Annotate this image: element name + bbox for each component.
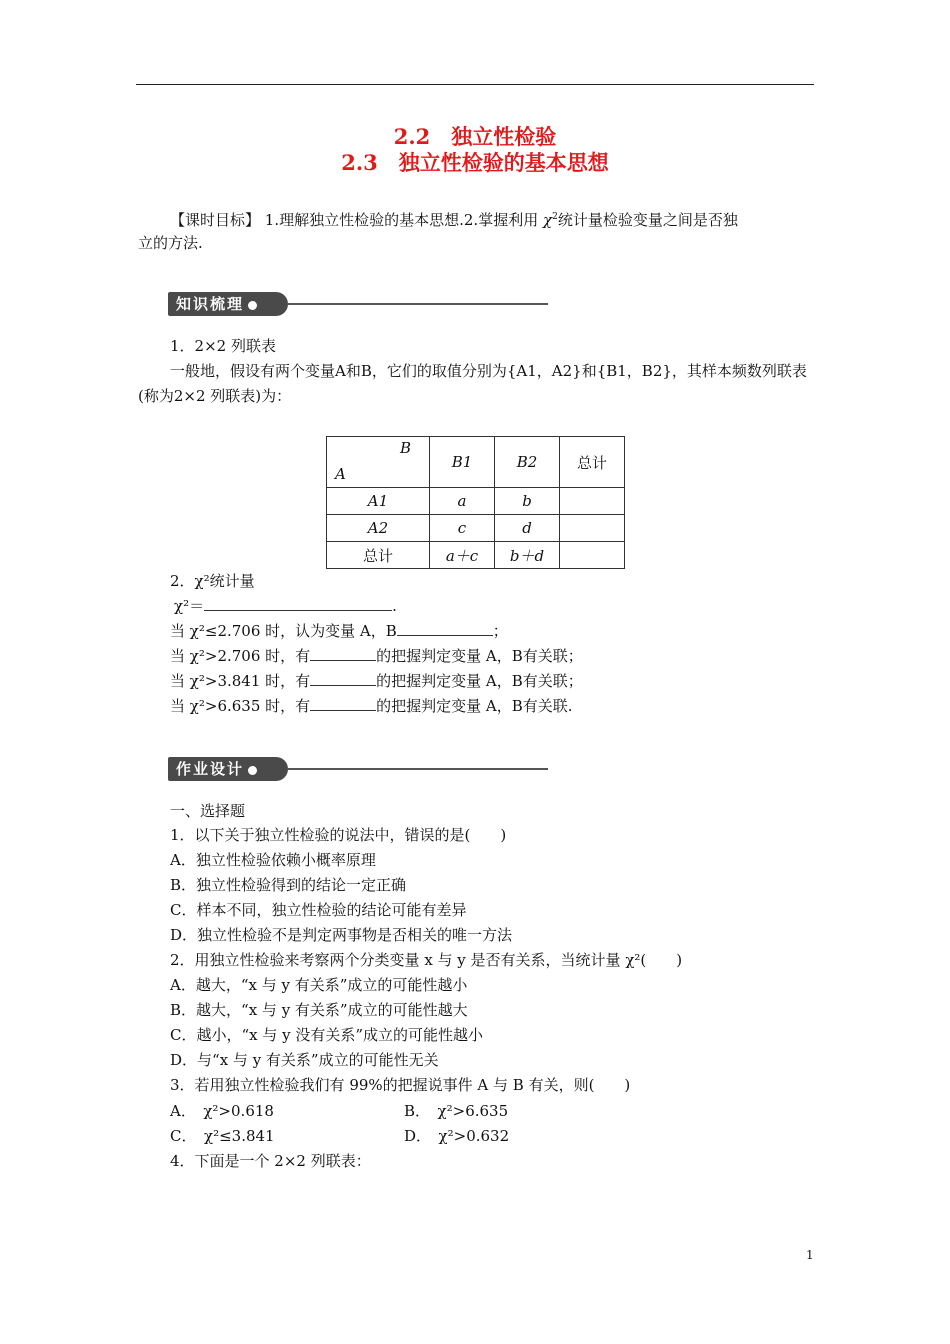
knowledge-1-para-1: 一般地，假设有两个变量A和B，它们的取值分别为{A1，A2}和{B1，B2}，其样本频数列联表 — [170, 362, 807, 380]
question-2-option-b: B．越大，“x 与 y 有关系”成立的可能性越大 — [170, 1001, 468, 1019]
condition-text: 当 χ²>6.635 时，有 — [170, 697, 311, 715]
formula-blank[interactable] — [204, 596, 392, 611]
answer-blank[interactable] — [397, 621, 493, 636]
table-cell — [560, 488, 625, 515]
question-1-option-c: C．样本不同，独立性检验的结论可能有差异 — [170, 901, 467, 919]
objectives-line-1 — [170, 207, 738, 230]
table-row — [327, 542, 625, 569]
knowledge-1-para-2: (称为2×2 列联表)为： — [138, 387, 292, 405]
formula-label: χ²＝ — [174, 597, 205, 615]
table-cell: a＋c — [430, 542, 495, 569]
question-3: 3．若用独立性检验我们有 99%的把握说事件 A 与 B 有关，则( ) — [170, 1076, 631, 1094]
question-2-option-d: D．与“x 与 y 有关系”成立的可能性无关 — [170, 1051, 439, 1069]
row-label: A2 — [327, 515, 430, 542]
objectives-text-3: 立的方法. — [138, 234, 203, 252]
condition-text: 的把握判定变量 A，B有关联； — [376, 647, 583, 665]
contingency-table — [326, 436, 625, 569]
col-header-b2: B2 — [495, 437, 560, 488]
table-cell: c — [430, 515, 495, 542]
answer-blank[interactable] — [310, 646, 376, 661]
question-2-option-c: C．越小，“x 与 y 没有关系”成立的可能性越小 — [170, 1026, 484, 1044]
table-corner-cell — [327, 437, 430, 488]
condition-line-2 — [170, 646, 583, 666]
table-cell: b＋d — [495, 542, 560, 569]
table-row — [327, 488, 625, 515]
question-3-option-b: B． χ²>6.635 — [404, 1102, 509, 1120]
title-line-1: 2.2 独立性检验 — [393, 124, 557, 149]
question-3-option-c: C． χ²≤3.841 — [170, 1127, 275, 1145]
objectives-label: 【课时目标】 — [170, 211, 261, 229]
header-b: B — [399, 439, 411, 457]
question-3-option-d: D． χ²>0.632 — [404, 1127, 510, 1145]
col-header-total: 总计 — [560, 437, 625, 488]
row-label: A1 — [327, 488, 430, 515]
condition-line-1 — [170, 621, 508, 641]
section-rule — [288, 768, 548, 770]
condition-text: 当 χ²>3.841 时，有 — [170, 672, 311, 690]
exercise-part-heading: 一、选择题 — [170, 802, 246, 820]
question-1-option-a: A．独立性检验依赖小概率原理 — [170, 851, 376, 869]
table-cell: b — [495, 488, 560, 515]
table-cell: a — [430, 488, 495, 515]
objectives-text-2: 统计量检验变量之间是否独 — [557, 211, 738, 229]
condition-text: 当 χ²>2.706 时，有 — [170, 647, 311, 665]
bullet-dot-icon — [248, 766, 257, 775]
table-cell — [560, 515, 625, 542]
section-homework-label: 作业设计 — [168, 757, 288, 781]
table-cell: d — [495, 515, 560, 542]
chi-square-symbol: $\chi^2$ — [542, 211, 558, 229]
table-cell — [560, 542, 625, 569]
table-header-row — [327, 437, 625, 488]
condition-text: 的把握判定变量 A，B有关联； — [376, 672, 583, 690]
header-rule — [136, 84, 814, 85]
title-line-2: 2.3 独立性检验的基本思想 — [341, 150, 609, 175]
condition-text: ； — [492, 622, 508, 640]
question-1-option-d: D．独立性检验不是判定两事物是否相关的唯一方法 — [170, 926, 513, 944]
section-rule — [288, 303, 548, 305]
answer-blank[interactable] — [310, 696, 376, 711]
question-2-option-a: A．越大，“x 与 y 有关系”成立的可能性越小 — [170, 976, 468, 994]
condition-text: 的把握判定变量 A，B有关联. — [376, 697, 573, 715]
condition-line-3 — [170, 671, 583, 691]
header-a: A — [335, 465, 346, 483]
objectives-text-1: 1.理解独立性检验的基本思想.2.掌握利用 — [264, 211, 539, 229]
section-knowledge-label: 知识梳理 — [168, 292, 288, 316]
question-1-option-b: B．独立性检验得到的结论一定正确 — [170, 876, 407, 894]
row-label: 总计 — [327, 542, 430, 569]
condition-text: 当 χ²≤2.706 时，认为变量 A，B — [170, 622, 397, 640]
knowledge-2-heading: 2．χ²统计量 — [170, 572, 255, 590]
bullet-dot-icon — [248, 301, 257, 310]
col-header-b1: B1 — [430, 437, 495, 488]
question-1: 1．以下关于独立性检验的说法中，错误的是( ) — [170, 826, 507, 844]
answer-blank[interactable] — [310, 671, 376, 686]
knowledge-1-heading: 1．2×2 列联表 — [170, 337, 276, 355]
table-row — [327, 515, 625, 542]
question-4: 4．下面是一个 2×2 列联表： — [170, 1152, 371, 1170]
condition-line-4 — [170, 696, 573, 716]
page-number: 1 — [806, 1248, 814, 1262]
question-3-option-a: A． χ²>0.618 — [170, 1102, 274, 1120]
formula-line: χ²＝ . — [174, 597, 397, 615]
question-2: 2．用独立性检验来考察两个分类变量 x 与 y 是否有关系，当统计量 χ²( ) — [170, 951, 683, 969]
